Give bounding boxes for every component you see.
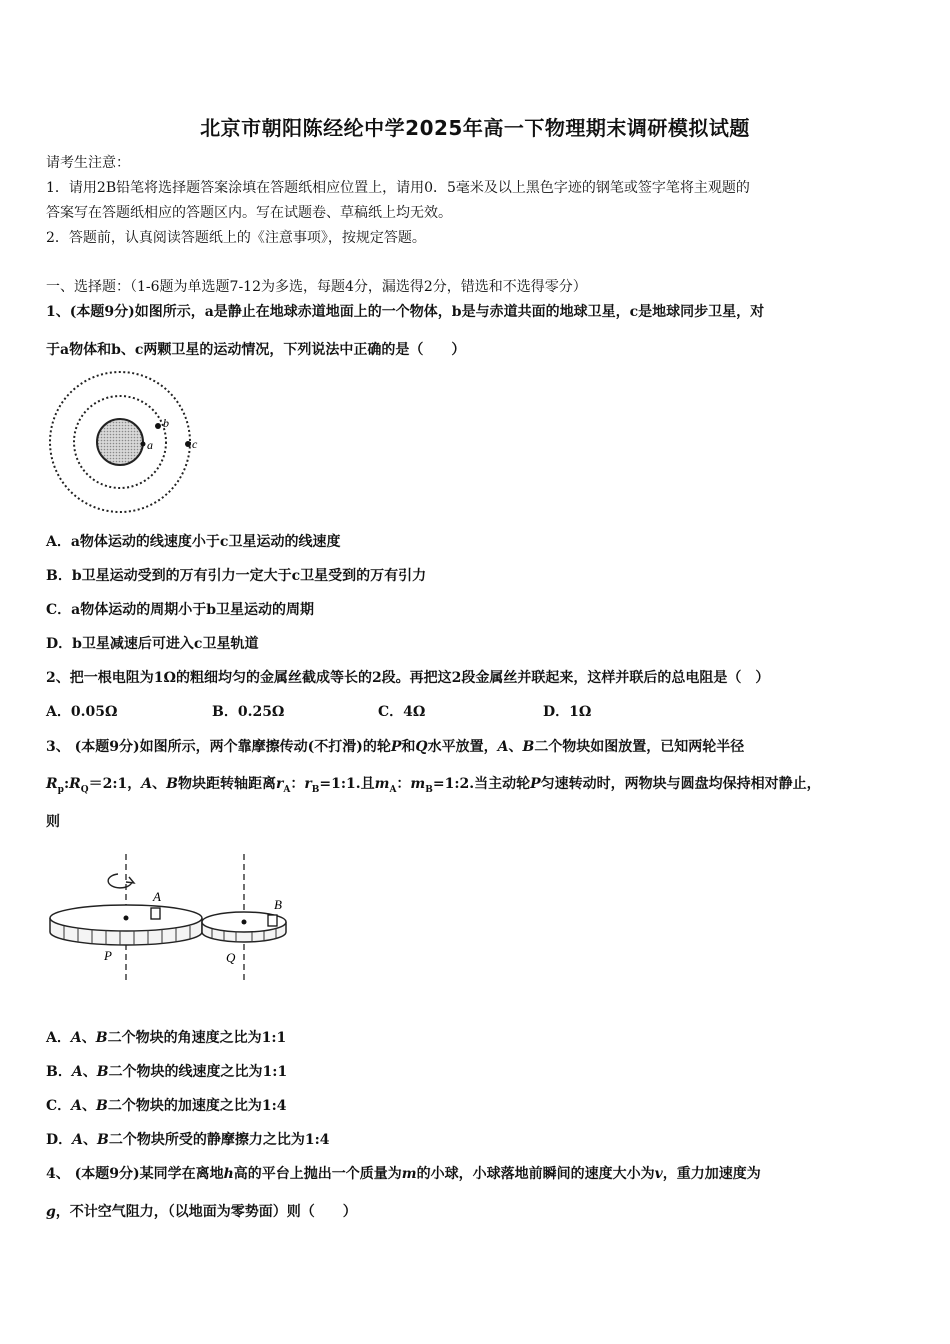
q2-option-b: B．0.25Ω: [212, 704, 285, 720]
q2-stem: 2、把一根电阻为1Ω的粗细均匀的金属丝截成等长的2段。再把这2段金属丝并联起来，这样并联后的总电阻是（ ）: [46, 670, 770, 686]
section-heading: 一、选择题：（1-6题为单选题7-12为多选，每题4分，漏选得2分，错选和不选得零分）: [46, 279, 587, 295]
q2-option-c: C．4Ω: [378, 704, 426, 720]
notice-item-1a: 1．请用2B铅笔将选择题答案涂填在答题纸相应位置上，请用0．5毫米及以上黑色字迹的钢笔或签字笔将主观题的: [46, 180, 750, 196]
q1-option-d: D．b卫星减速后可进入c卫星轨道: [46, 636, 259, 652]
notice-heading: 请考生注意：: [46, 155, 130, 171]
q3-option-c: C．A、B二个物块的加速度之比为1:4: [46, 1098, 287, 1114]
q4-stem-line1: 4、 (本题9分)某同学在离地h高的平台上抛出一个质量为m的小球，小球落地前瞬间的速度大小为v，重力加速度为: [46, 1166, 761, 1182]
page-title: 北京市朝阳陈经纶中学2025年高一下物理期末调研模拟试题: [200, 116, 750, 140]
q3-stem-line3: 则: [46, 814, 60, 830]
q4-stem-line2: g，不计空气阻力，（以地面为零势面）则（ ）: [46, 1204, 357, 1220]
q3-stem-line2: $R_p:R_Q=2:1$，A、B物块距转轴距离$r_A$：$r_B=1:1$.且$m_A$：$m_B=1:2$.当主动轮P匀速转动时，两物块与圆盘均保持相对静止，: [46, 776, 821, 795]
wheel-label-b: B: [274, 897, 282, 912]
orbit-label-a: a: [147, 438, 153, 452]
wheels-diagram: [46, 852, 296, 984]
wheel-label-q: Q: [226, 950, 236, 965]
q1-stem-line2: 于a物体和b、c两颗卫星的运动情况，下列说法中正确的是（ ）: [46, 342, 466, 358]
q2-option-d: D．1Ω: [543, 704, 592, 720]
q3-option-b: B．A、B二个物块的线速度之比为1:1: [46, 1064, 288, 1080]
q1-option-c: C．a物体运动的周期小于b卫星运动的周期: [46, 602, 315, 618]
q2-option-a: A．0.05Ω: [46, 704, 118, 720]
q3-stem-line1: 3、 (本题9分)如图所示，两个靠摩擦传动(不打滑)的轮P和Q水平放置，A、B二个物块如图放置，已知两轮半径: [46, 739, 745, 755]
notice-item-2: 2．答题前，认真阅读答题纸上的《注意事项》，按规定答题。: [46, 230, 426, 246]
q1-option-a: A．a物体运动的线速度小于c卫星运动的线速度: [46, 534, 341, 550]
q1-stem-line1: 1、(本题9分)如图所示，a是静止在地球赤道地面上的一个物体，b是与赤道共面的地球卫星，c是地球同步卫星，对: [46, 304, 765, 320]
orbit-diagram: [46, 370, 202, 518]
q3-option-a: A．A、B二个物块的角速度之比为1:1: [46, 1030, 287, 1046]
wheel-label-a: A: [153, 889, 161, 904]
q3-option-d: D．A、B二个物块所受的静摩擦力之比为1:4: [46, 1132, 330, 1148]
q1-option-b: B．b卫星运动受到的万有引力一定大于c卫星受到的万有引力: [46, 568, 427, 584]
orbit-label-c: c: [192, 437, 198, 451]
notice-item-1b: 答案写在答题纸相应的答题区内。写在试题卷、草稿纸上均无效。: [46, 205, 452, 221]
orbit-label-b: b: [163, 416, 169, 430]
wheel-label-p: P: [104, 948, 112, 963]
